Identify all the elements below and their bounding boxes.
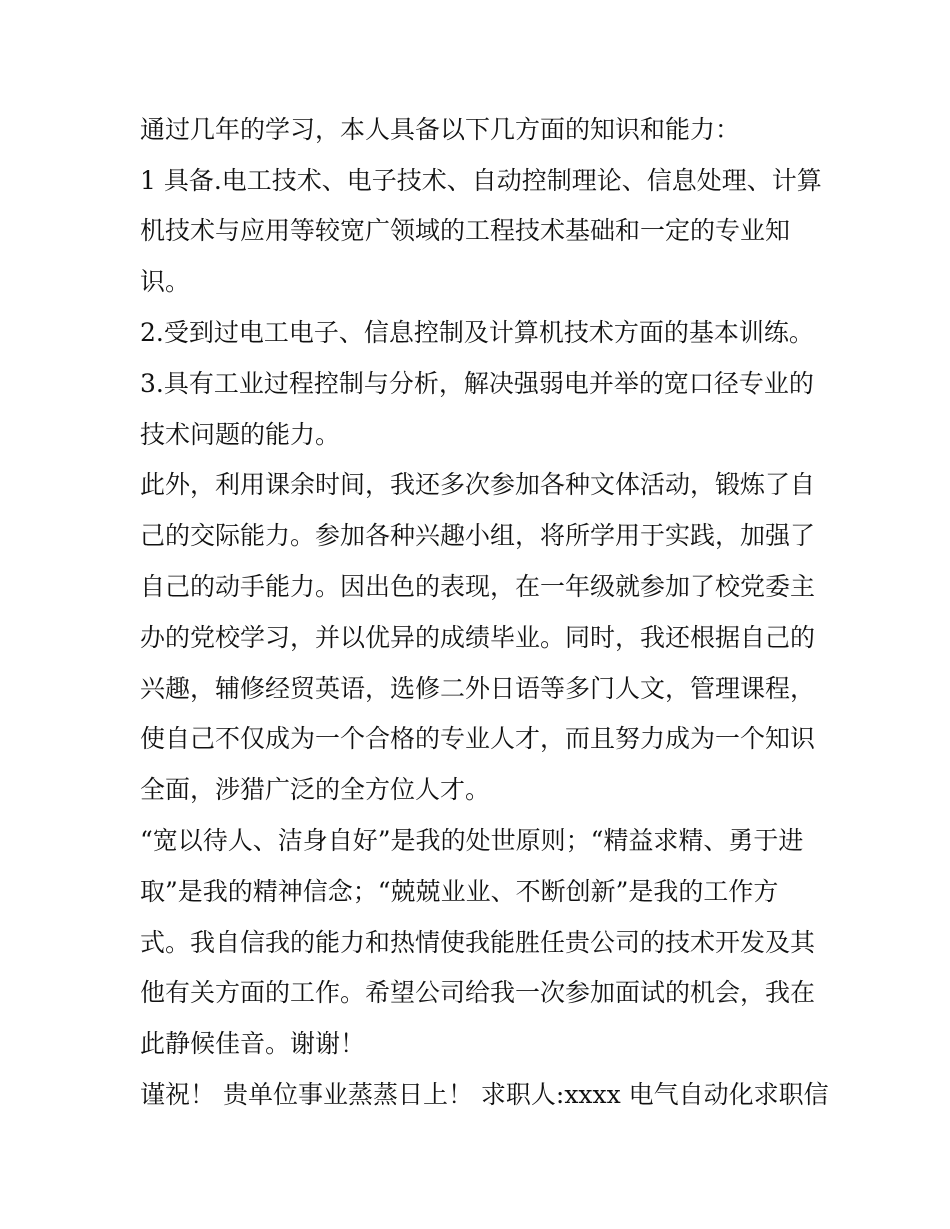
text-line: “宽以待人、洁身自好”是我的处世原则；“精益求精、勇于进 [140, 826, 804, 855]
text-line: 3.具有工业过程控制与分析，解决强弱电并举的宽口径专业的 [140, 369, 814, 398]
text-line: 通过几年的学习，本人具备以下几方面的知识和能力： [140, 115, 741, 144]
text-line: 此静候佳音。谢谢！ [140, 1029, 366, 1058]
text-line: 办的党校学习，并以优异的成绩毕业。同时，我还根据自己的 [140, 623, 816, 652]
text-line: 式。我自信我的能力和热情使我能胜任贵公司的技术开发及其 [140, 928, 816, 957]
text-line: 取”是我的精神信念；“兢兢业业、不断创新”是我的工作方 [140, 877, 779, 906]
text-line: 使自己不仅成为一个合格的专业人才，而且努力成为一个知识 [140, 724, 816, 753]
text-line: 1 具备.电工技术、电子技术、自动控制理论、信息处理、计算 [140, 166, 822, 195]
text-line: 2.受到过电工电子、信息控制及计算机技术方面的基本训练。 [140, 318, 814, 347]
text-line: 技术问题的能力。 [140, 420, 341, 449]
text-line: 全面，涉猎广泛的全方位人才。 [140, 775, 491, 804]
text-line: 此外，利用课余时间，我还多次参加各种文体活动，锻炼了自 [140, 470, 816, 499]
text-line: 识。 [140, 267, 191, 296]
text-line: 己的交际能力。参加各种兴趣小组，将所学用于实践，加强了 [140, 521, 816, 550]
text-line: 他有关方面的工作。希望公司给我一次参加面试的机会，我在 [140, 978, 816, 1007]
text-line: 兴趣，辅修经贸英语，选修二外日语等多门人文，管理课程， [140, 674, 816, 703]
text-line: 机技术与应用等较宽广领域的工程技术基础和一定的专业知 [140, 216, 791, 245]
text-line: 自己的动手能力。因出色的表现，在一年级就参加了校党委主 [140, 572, 816, 601]
text-line: 谨祝！ 贵单位事业蒸蒸日上！ 求职人:xxxx 电气自动化求职信 [140, 1080, 829, 1109]
